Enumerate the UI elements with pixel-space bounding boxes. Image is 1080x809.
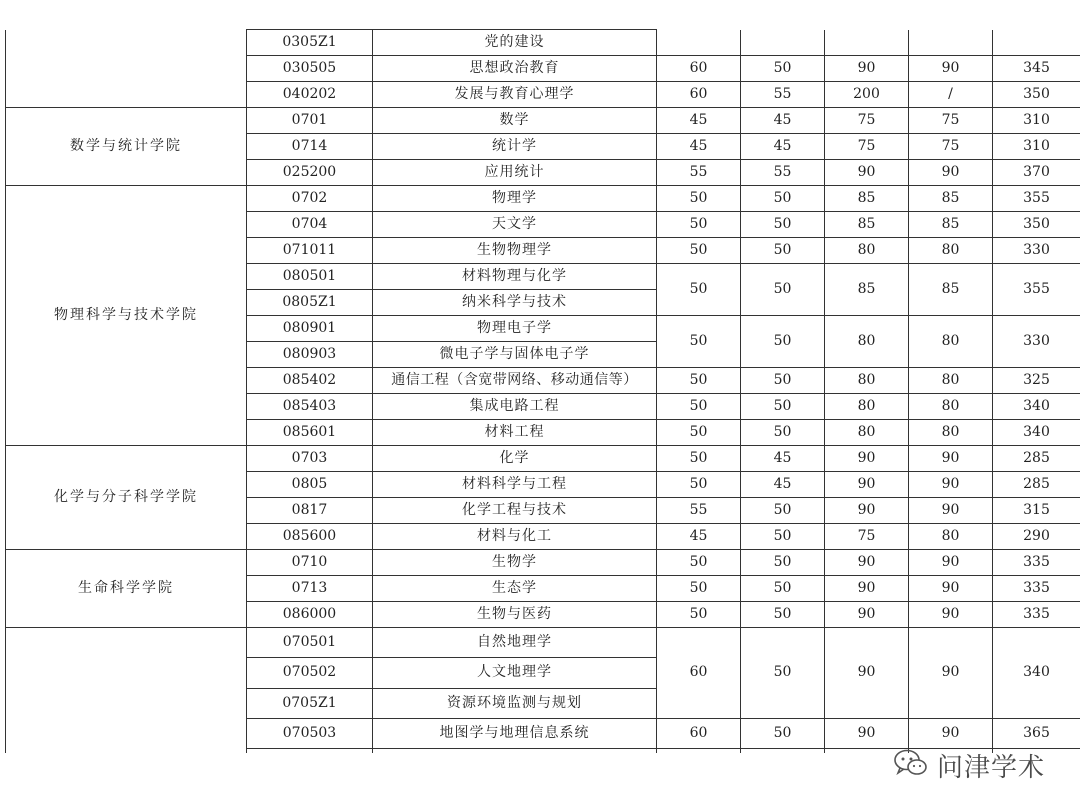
score-cell: 90 (825, 446, 909, 472)
total-score-cell: 340 (993, 394, 1080, 420)
total-score-cell: 315 (993, 498, 1080, 524)
major-name-cell: 天文学 (373, 212, 657, 238)
major-name-cell: 化学工程与技术 (373, 498, 657, 524)
major-name-cell: 集成电路工程 (373, 394, 657, 420)
score-cell: 90 (909, 628, 993, 719)
score-cell: 50 (657, 602, 741, 628)
total-score-cell: 290 (993, 524, 1080, 550)
major-name-cell: 材料工程 (373, 420, 657, 446)
major-code-cell: 080901 (247, 316, 373, 342)
score-cell: 50 (741, 718, 825, 748)
major-name-cell: 纳米科学与技术 (373, 290, 657, 316)
major-code-cell: 0704 (247, 212, 373, 238)
major-code-cell: 085403 (247, 394, 373, 420)
score-cell: 45 (741, 134, 825, 160)
total-score-cell: 330 (993, 316, 1080, 368)
major-name-cell: 资源环境监测与规划 (373, 688, 657, 718)
score-cell: 60 (657, 628, 741, 719)
score-cell: 90 (909, 718, 993, 748)
table-row (6, 30, 1080, 56)
major-name-cell: 生物学 (373, 550, 657, 576)
score-cell: 90 (909, 160, 993, 186)
major-name-cell: 应用统计 (373, 160, 657, 186)
score-cell: 50 (657, 420, 741, 446)
score-cell: 50 (741, 628, 825, 719)
score-cell: 50 (741, 524, 825, 550)
total-score-cell: 335 (993, 602, 1080, 628)
major-name-cell: 思想政治教育 (373, 56, 657, 82)
table-row (6, 628, 1080, 658)
score-cell: 85 (825, 186, 909, 212)
total-score-cell: 325 (993, 368, 1080, 394)
score-cell: 90 (825, 472, 909, 498)
major-name-cell: 微电子学与固体电子学 (373, 342, 657, 368)
score-cell (909, 30, 993, 56)
score-cell (657, 30, 741, 56)
score-cell: 50 (741, 576, 825, 602)
major-code-cell (247, 749, 373, 753)
college-cell: 生命科学学院 (6, 550, 247, 628)
score-cell (741, 749, 825, 753)
score-cell (825, 30, 909, 56)
major-name-cell: 自然地理学 (373, 628, 657, 658)
major-code-cell: 070501 (247, 628, 373, 658)
major-name-cell: 通信工程（含宽带网络、移动通信等） (373, 368, 657, 394)
major-code-cell: 080501 (247, 264, 373, 290)
score-cell: 55 (657, 498, 741, 524)
score-cell: 90 (909, 498, 993, 524)
score-cell: 50 (657, 316, 741, 368)
score-cell: 90 (825, 718, 909, 748)
score-cell: 45 (741, 108, 825, 134)
major-code-cell: 0713 (247, 576, 373, 602)
total-score-cell: 285 (993, 472, 1080, 498)
score-cell: 50 (657, 264, 741, 316)
score-cell: 90 (909, 446, 993, 472)
score-cell: 80 (825, 316, 909, 368)
score-cell: 50 (741, 316, 825, 368)
major-code-cell: 0701 (247, 108, 373, 134)
major-code-cell: 085402 (247, 368, 373, 394)
score-cell: 60 (657, 718, 741, 748)
score-cell: 90 (909, 602, 993, 628)
total-score-cell: 350 (993, 82, 1080, 108)
score-cell: 55 (741, 82, 825, 108)
score-cell: 90 (825, 56, 909, 82)
score-cell: 45 (741, 446, 825, 472)
total-score-cell: 365 (993, 718, 1080, 748)
score-cell: 50 (741, 238, 825, 264)
major-code-cell: 070502 (247, 658, 373, 688)
total-score-cell: 340 (993, 420, 1080, 446)
score-cell: 60 (657, 56, 741, 82)
major-code-cell: 0702 (247, 186, 373, 212)
score-cell: 75 (825, 524, 909, 550)
score-cell: 90 (825, 602, 909, 628)
score-cell: 80 (825, 238, 909, 264)
score-cell: 50 (657, 368, 741, 394)
watermark-text: 问津学术 (937, 752, 1046, 783)
score-cell: 80 (825, 394, 909, 420)
major-name-cell (373, 749, 657, 753)
score-cell: 50 (657, 212, 741, 238)
score-cell: 45 (741, 472, 825, 498)
major-name-cell: 人文地理学 (373, 658, 657, 688)
score-cell: 50 (741, 264, 825, 316)
score-cell: 90 (825, 576, 909, 602)
major-code-cell: 0305Z1 (247, 30, 373, 56)
score-cell: 50 (657, 186, 741, 212)
major-code-cell: 086000 (247, 602, 373, 628)
score-cell: 90 (825, 160, 909, 186)
score-cell: 60 (657, 82, 741, 108)
major-name-cell: 材料与化工 (373, 524, 657, 550)
score-cell: 85 (909, 264, 993, 316)
score-cell: 50 (741, 498, 825, 524)
score-cell: 80 (825, 420, 909, 446)
major-name-cell: 统计学 (373, 134, 657, 160)
table-row (6, 186, 1080, 212)
table-row (6, 446, 1080, 472)
score-cell: 50 (741, 550, 825, 576)
score-cell: 50 (741, 186, 825, 212)
major-name-cell: 化学 (373, 446, 657, 472)
major-name-cell: 物理学 (373, 186, 657, 212)
major-name-cell: 生物物理学 (373, 238, 657, 264)
major-name-cell: 生物与医药 (373, 602, 657, 628)
watermark (893, 745, 1045, 785)
score-cell: 85 (909, 186, 993, 212)
major-name-cell: 材料科学与工程 (373, 472, 657, 498)
total-score-cell: 355 (993, 186, 1080, 212)
score-cell: 80 (909, 238, 993, 264)
score-cell: 50 (741, 420, 825, 446)
score-cell: 50 (741, 368, 825, 394)
score-cell: 50 (657, 394, 741, 420)
score-cell: 45 (657, 524, 741, 550)
score-cell: 50 (657, 472, 741, 498)
major-code-cell: 0714 (247, 134, 373, 160)
total-score-cell: 310 (993, 134, 1080, 160)
score-cell: 50 (657, 446, 741, 472)
score-cell: 50 (657, 576, 741, 602)
college-cell (6, 30, 247, 108)
score-cell: 75 (825, 108, 909, 134)
table-row (6, 108, 1080, 134)
score-cell: 55 (741, 160, 825, 186)
total-score-cell: 350 (993, 212, 1080, 238)
score-cell: 90 (825, 550, 909, 576)
major-code-cell: 0705Z1 (247, 688, 373, 718)
score-cell: 90 (909, 56, 993, 82)
score-cell: 80 (909, 524, 993, 550)
total-score-cell: 310 (993, 108, 1080, 134)
score-cell: 75 (909, 108, 993, 134)
major-code-cell: 0703 (247, 446, 373, 472)
score-cell: 45 (657, 134, 741, 160)
major-name-cell: 地图学与地理信息系统 (373, 718, 657, 748)
major-code-cell: 085601 (247, 420, 373, 446)
score-cell: 200 (825, 82, 909, 108)
major-name-cell: 生态学 (373, 576, 657, 602)
score-cell: 90 (825, 498, 909, 524)
score-cell: 85 (909, 212, 993, 238)
major-name-cell: 材料物理与化学 (373, 264, 657, 290)
score-cell: 50 (741, 212, 825, 238)
score-cell: 90 (909, 472, 993, 498)
score-cell: / (909, 82, 993, 108)
score-cell: 80 (909, 420, 993, 446)
score-cell: 90 (825, 628, 909, 719)
total-score-cell: 335 (993, 550, 1080, 576)
score-table (5, 29, 1080, 753)
score-cell: 50 (741, 394, 825, 420)
major-code-cell: 030505 (247, 56, 373, 82)
table-row (6, 550, 1080, 576)
score-cell (741, 30, 825, 56)
score-cell: 50 (657, 238, 741, 264)
major-code-cell: 0710 (247, 550, 373, 576)
major-code-cell: 085600 (247, 524, 373, 550)
major-code-cell: 0817 (247, 498, 373, 524)
score-cell: 80 (909, 368, 993, 394)
score-cell: 85 (825, 264, 909, 316)
major-code-cell: 0805 (247, 472, 373, 498)
score-cell: 50 (657, 550, 741, 576)
major-name-cell: 数学 (373, 108, 657, 134)
score-cell: 55 (657, 160, 741, 186)
total-score-cell: 355 (993, 264, 1080, 316)
major-code-cell: 071011 (247, 238, 373, 264)
total-score-cell: 370 (993, 160, 1080, 186)
score-cell: 80 (909, 394, 993, 420)
wechat-icon (893, 748, 929, 782)
score-cell: 50 (741, 56, 825, 82)
score-cell: 80 (825, 368, 909, 394)
score-cell (657, 749, 741, 753)
score-cell: 45 (657, 108, 741, 134)
total-score-cell: 335 (993, 576, 1080, 602)
college-cell: 数学与统计学院 (6, 108, 247, 186)
college-cell: 物理科学与技术学院 (6, 186, 247, 446)
major-code-cell: 040202 (247, 82, 373, 108)
major-name-cell: 发展与教育心理学 (373, 82, 657, 108)
score-table-container (5, 29, 1080, 753)
college-cell: 化学与分子科学学院 (6, 446, 247, 550)
major-name-cell: 物理电子学 (373, 316, 657, 342)
score-cell: 85 (825, 212, 909, 238)
score-cell: 50 (741, 602, 825, 628)
college-cell (6, 628, 247, 754)
total-score-cell: 330 (993, 238, 1080, 264)
total-score-cell: 285 (993, 446, 1080, 472)
score-cell: 90 (909, 550, 993, 576)
major-code-cell: 0805Z1 (247, 290, 373, 316)
total-score-cell (993, 30, 1080, 56)
score-cell: 80 (909, 316, 993, 368)
major-name-cell: 党的建设 (373, 30, 657, 56)
major-code-cell: 080903 (247, 342, 373, 368)
major-code-cell: 070503 (247, 718, 373, 748)
total-score-cell: 345 (993, 56, 1080, 82)
score-cell: 75 (825, 134, 909, 160)
total-score-cell: 340 (993, 628, 1080, 719)
score-cell: 75 (909, 134, 993, 160)
score-cell: 90 (909, 576, 993, 602)
major-code-cell: 025200 (247, 160, 373, 186)
